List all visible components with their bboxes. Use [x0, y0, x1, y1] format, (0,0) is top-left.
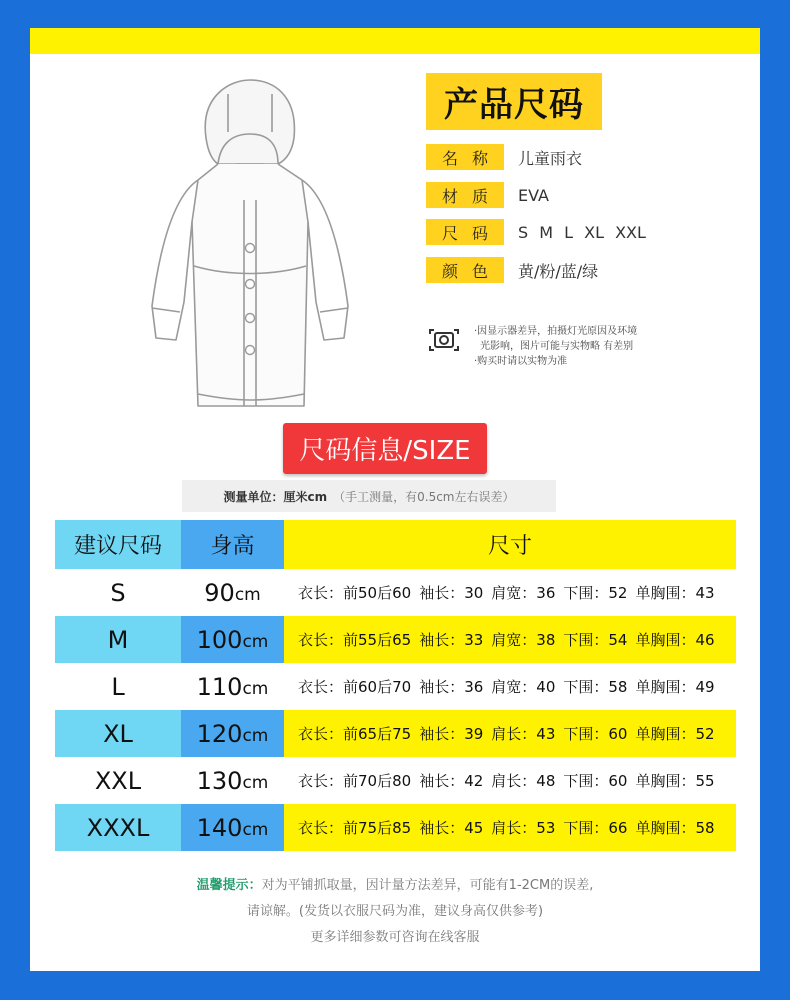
height-cell [181, 663, 284, 710]
hem: 下围：54 [563, 631, 628, 649]
size-chart-card [30, 28, 760, 971]
note-line: ·因显示器差异，拍摄灯光原因及环境 [474, 326, 638, 337]
size-table [55, 520, 736, 851]
spec-value: EVA [518, 185, 549, 205]
height-unit: cm [234, 584, 261, 605]
note-line: 光影响，图片可能与实物略 有差别 [480, 341, 634, 352]
tips-line: 请谅解。(发货以衣服尺码为准，建议身高仅供参考) [246, 904, 544, 919]
spec-row-material [426, 182, 549, 208]
spec-label: 名称 [426, 144, 504, 170]
shoulder: 肩宽：38 [491, 631, 556, 649]
table-row [55, 616, 736, 663]
hem: 下围：58 [563, 678, 628, 696]
header-height: 身高 [181, 520, 284, 569]
spec-row-name [426, 144, 582, 170]
sleeve: 袖长：42 [419, 772, 484, 790]
length: 衣长：前60后70 [298, 678, 412, 696]
spec-label: 颜色 [426, 257, 504, 283]
height-unit: cm [242, 678, 269, 699]
product-size-title: 产品尺码 [426, 73, 602, 130]
chest: 单胸围：49 [635, 678, 715, 696]
sleeve: 袖长：33 [419, 631, 484, 649]
hem: 下围：60 [563, 772, 628, 790]
raincoat-illustration [118, 76, 378, 416]
table-row [55, 663, 736, 710]
dimensions-cell [284, 804, 736, 851]
header-recommended-size: 建议尺码 [55, 520, 181, 569]
height-cell [181, 804, 284, 851]
height-value: 120 [196, 719, 243, 748]
chest: 单胸围：43 [635, 584, 715, 602]
height-cell [181, 616, 284, 663]
sleeve: 袖长：45 [419, 819, 484, 837]
size-cell: XL [55, 710, 181, 757]
header-dimensions: 尺寸 [284, 520, 736, 569]
chest: 单胸围：58 [635, 819, 715, 837]
hem: 下围：60 [563, 725, 628, 743]
chest: 单胸围：46 [635, 631, 715, 649]
spec-label: 尺码 [426, 219, 504, 245]
height-cell [181, 757, 284, 804]
table-row [55, 757, 736, 804]
tips-text: 对为平铺抓取量，因计量方法差异，可能有1-2CM的误差, [261, 878, 594, 893]
height-value: 140 [196, 813, 243, 842]
warm-tips [30, 873, 760, 951]
size-cell: S [110, 578, 126, 607]
height-value: 100 [196, 625, 243, 654]
spec-value: 儿童雨衣 [518, 148, 583, 168]
hem: 下围：66 [563, 819, 628, 837]
height-value: 90 [204, 578, 235, 607]
sleeve: 袖长：36 [419, 678, 484, 696]
spec-row-color [426, 257, 598, 283]
top-yellow-bar [30, 28, 760, 54]
dimensions-cell [284, 569, 736, 616]
chest: 单胸围：55 [635, 772, 715, 790]
size-info-banner: 尺码信息/SIZE [283, 423, 487, 474]
height-cell [181, 710, 284, 757]
height-value: 130 [196, 766, 243, 795]
spec-label: 材质 [426, 182, 504, 208]
size-cell: XXXL [55, 804, 181, 851]
size-cell: L [111, 672, 125, 701]
shoulder: 肩长：53 [491, 819, 556, 837]
length: 衣长：前75后85 [298, 819, 412, 837]
hem: 下围：52 [563, 584, 628, 602]
dimensions-cell [284, 710, 736, 757]
tips-label: 温馨提示： [196, 878, 262, 893]
shoulder: 肩长：43 [491, 725, 556, 743]
length: 衣长：前70后80 [298, 772, 412, 790]
height-unit: cm [242, 819, 269, 840]
table-row [55, 804, 736, 851]
length: 衣长：前65后75 [298, 725, 412, 743]
camera-icon [426, 324, 462, 356]
shoulder: 肩长：48 [491, 772, 556, 790]
measure-note: （手工测量，有0.5cm左右误差） [333, 489, 515, 504]
height-cell [181, 569, 284, 616]
shoulder: 肩宽：40 [491, 678, 556, 696]
spec-row-size [426, 219, 646, 245]
measure-label: 测量单位：厘米cm [223, 489, 328, 504]
photo-disclaimer [474, 324, 637, 369]
dimensions-cell [284, 616, 736, 663]
measurement-unit-strip [182, 480, 556, 512]
size-cell: XXL [94, 766, 142, 795]
tips-line: 更多详细参数可咨询在线客服 [310, 930, 480, 945]
height-unit: cm [242, 631, 269, 652]
height-value: 110 [196, 672, 243, 701]
length: 衣长：前55后65 [298, 631, 412, 649]
table-header [55, 520, 736, 569]
dimensions-cell [284, 757, 736, 804]
tips-line [30, 873, 760, 899]
dimensions-cell [284, 663, 736, 710]
shoulder: 肩宽：36 [491, 584, 556, 602]
table-row [55, 569, 736, 616]
height-unit: cm [242, 725, 269, 746]
height-unit: cm [242, 772, 269, 793]
note-line: ·购买时请以实物为准 [474, 356, 568, 367]
spec-value: S M L XL XXL [518, 222, 646, 242]
sleeve: 袖长：39 [419, 725, 484, 743]
sleeve: 袖长：30 [419, 584, 484, 602]
table-row [55, 710, 736, 757]
size-cell: M [55, 616, 181, 663]
length: 衣长：前50后60 [298, 584, 412, 602]
chest: 单胸围：52 [635, 725, 715, 743]
spec-value: 黄/粉/蓝/绿 [518, 261, 599, 281]
